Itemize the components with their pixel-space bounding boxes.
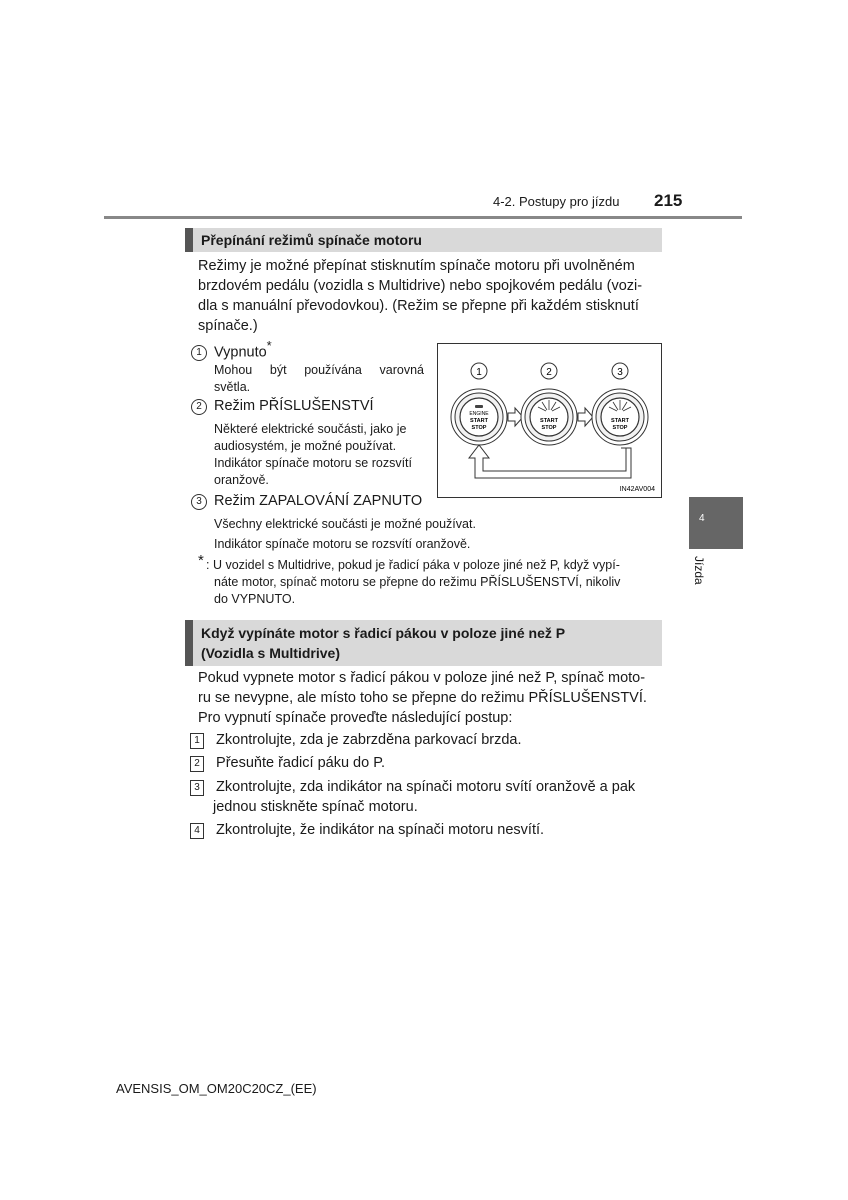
intro-line: Pokud vypnete motor s řadicí pákou v poloze jiné než P, spínač moto-: [198, 670, 646, 686]
note-line: oranžově.: [214, 473, 269, 487]
mode-2-notes: [214, 421, 429, 489]
step-number: 1: [190, 733, 204, 749]
intro-line: Pro vypnutí spínače proveďte následující postup:: [198, 710, 513, 726]
mode-number: 2: [191, 399, 207, 415]
note-line: Indikátor spínače motoru se rozsvítí oranžově.: [214, 537, 471, 551]
intro-line: spínače.): [198, 318, 258, 334]
button-stop-text: STOP: [541, 425, 557, 431]
figure-label-3: 3: [617, 367, 623, 378]
intro-line: dla s manuální převodovkou). (Režim se přepne při každém stisknutí: [198, 298, 639, 314]
return-arrow-icon: [469, 445, 631, 478]
figure-label-2: 2: [546, 367, 552, 378]
mode-item-2: [191, 397, 374, 415]
arrow-right-icon: [578, 408, 593, 426]
step-1: [190, 730, 660, 750]
section-heading-line: (Vozidla s Multidrive): [201, 645, 340, 661]
step-number: 4: [190, 823, 204, 839]
note-line: Indikátor spínače motoru se rozsvítí: [214, 456, 413, 470]
intro-line: ru se nevypne, ale místo toho se přepne do režimu PŘÍSLUŠENSTVÍ.: [198, 690, 647, 706]
footnote-line: náte motor, spínač motoru se přepne do režimu PŘÍSLUŠENSTVÍ, nikoliv: [214, 575, 621, 589]
mode-number: 3: [191, 494, 207, 510]
engine-switch-diagram: [438, 344, 661, 497]
mode-label: Režim ZAPALOVÁNÍ ZAPNUTO: [214, 493, 423, 509]
footnote-marker: *: [266, 338, 272, 353]
engine-button-ignition-on: [592, 389, 648, 445]
running-header-section: 4-2. Postupy pro jízdu: [493, 194, 620, 209]
step-4: [190, 820, 660, 840]
engine-button-accessory: [521, 389, 577, 445]
footnote-line: : U vozidel s Multidrive, pokud je řadicí páka v poloze jiné než P, když vypí-: [206, 558, 620, 572]
button-stop-text: STOP: [471, 425, 487, 431]
intro-line: brzdovém pedálu (vozidla s Multidrive) nebo spojkovém pedálu (vozi-: [198, 278, 643, 294]
section-heading-engine-switch-modes: [185, 228, 662, 252]
step-text: Zkontrolujte, zda indikátor na spínači motoru svítí oranžově a pak: [216, 779, 636, 795]
chapter-side-label: Jízda: [692, 556, 706, 585]
note-line: světla.: [214, 380, 251, 394]
figure-label-1: 1: [476, 367, 482, 378]
page-number: 215: [654, 191, 683, 210]
mode-item-3: [191, 492, 422, 510]
step-text: Přesuňte řadicí páku do P.: [216, 755, 386, 771]
note-line: Některé elektrické součásti, jako je: [214, 422, 407, 436]
button-stop-text: STOP: [612, 425, 628, 431]
step-3-continuation: jednou stiskněte spínač motoru.: [213, 799, 418, 815]
section-heading-line: Když vypínáte motor s řadicí pákou v poloze jiné než P: [201, 625, 566, 641]
mode-number: 1: [191, 345, 207, 361]
step-number: 3: [190, 780, 204, 796]
section-heading-text: Přepínání režimů spínače motoru: [201, 232, 422, 248]
step-3: [190, 777, 660, 797]
chapter-tab-number: 4: [699, 513, 705, 524]
intro-line: Režimy je možné přepínat stisknutím spínače motoru při uvolněném: [198, 258, 635, 274]
note-line: Mohou být používána varovná: [214, 363, 424, 377]
engine-button-off: [451, 389, 507, 445]
button-start-text: START: [540, 418, 558, 424]
footnote: [206, 557, 658, 608]
button-engine-text: ENGINE: [469, 411, 489, 417]
mode-item-1: [191, 338, 272, 361]
mode-3-notes: [214, 516, 654, 553]
mode-label: Režim PŘÍSLUŠENSTVÍ: [214, 398, 374, 414]
note-line: Všechny elektrické součásti je možné používat.: [214, 517, 476, 531]
engine-switch-figure: [437, 343, 662, 498]
section-heading-shift-not-in-p: [185, 620, 662, 666]
section1-intro: [198, 256, 658, 336]
chapter-tab: [689, 497, 743, 549]
step-2: [190, 753, 660, 773]
step-text: Zkontrolujte, že indikátor na spínači motoru nesvítí.: [216, 822, 545, 838]
mode-1-notes: [214, 362, 424, 396]
footer-code: AVENSIS_OM_OM20C20CZ_(EE): [116, 1081, 317, 1096]
button-start-text: START: [611, 418, 629, 424]
footnote-asterisk: *: [198, 552, 204, 569]
button-start-text: START: [470, 418, 488, 424]
section2-intro: [198, 668, 658, 728]
step-number: 2: [190, 756, 204, 772]
header-rule: [104, 216, 742, 219]
mode-label: Vypnuto: [214, 344, 267, 361]
step-text: Zkontrolujte, zda je zabrzděna parkovací brzda.: [216, 732, 522, 748]
footnote-line: do VYPNUTO.: [214, 592, 296, 606]
figure-code: IN42AV004: [619, 486, 655, 493]
note-line: audiosystém, je možné používat.: [214, 439, 397, 453]
